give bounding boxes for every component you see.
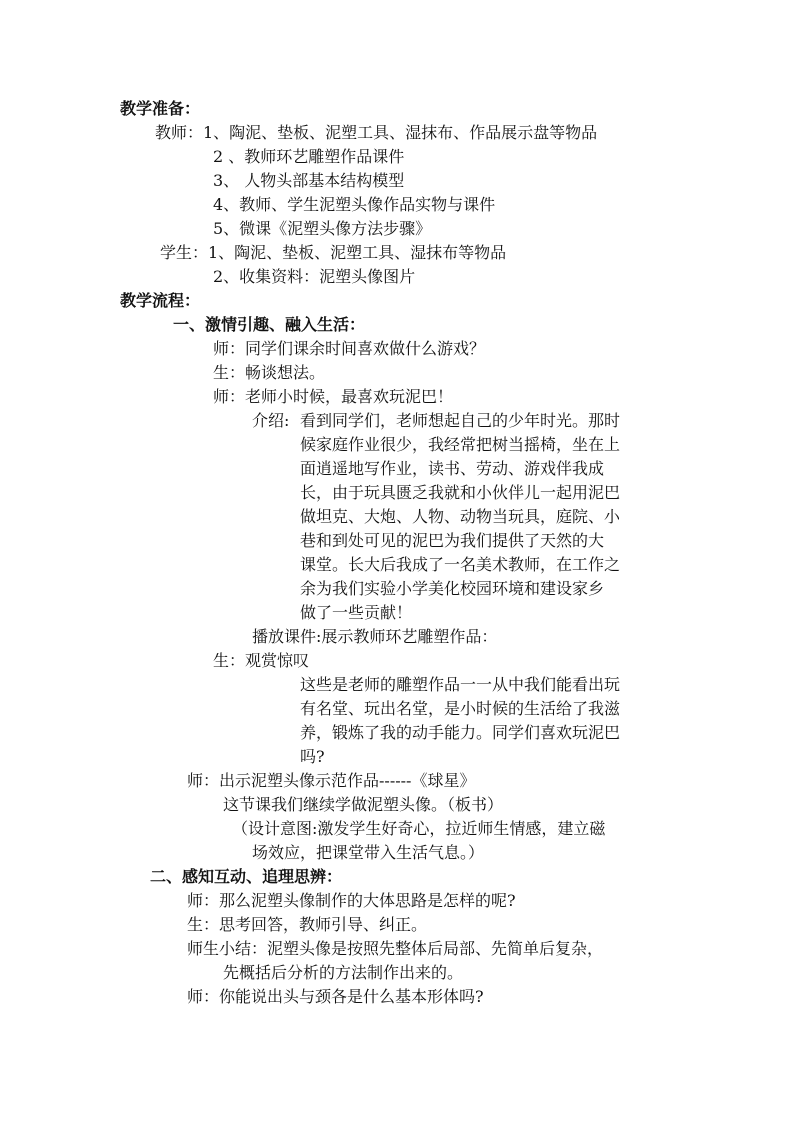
design-intent-line: （设计意图:激发学生好奇心，拉近师生情感，建立磁 <box>232 819 606 838</box>
teacher-item: 2 、教师环艺雕塑作品课件 <box>213 147 405 166</box>
dialogue-line: 生：思考回答，教师引导、纠正。 <box>187 915 428 934</box>
student-reaction: 生：观赏惊叹 <box>213 651 310 670</box>
dialogue-line: 师：老师小时候，最喜欢玩泥巴！ <box>213 387 454 406</box>
demo-line: 师：出示泥塑头像示范作品------《球星》 <box>187 771 476 790</box>
summary-line: 师生小结：泥塑头像是按照先整体后局部、先简单后复杂， <box>187 939 604 958</box>
section2-title: 二、感知互动、追理思辨： <box>150 867 343 886</box>
teacher-talk-line: 吗? <box>300 747 325 766</box>
teacher-item: 5、微课《泥塑头像方法步骤》 <box>213 219 432 238</box>
intro-line: 看到同学们，老师想起自己的少年时光。那时 <box>300 411 621 430</box>
student-item: 1、陶泥、垫板、泥塑工具、湿抹布等物品 <box>208 243 507 262</box>
teacher-item: 1、陶泥、垫板、泥塑工具、湿抹布、作品展示盘等物品 <box>203 123 598 142</box>
play-courseware-line: 播放课件:展示教师环艺雕塑作品： <box>252 627 498 646</box>
prep-heading: 教学准备： <box>120 99 201 118</box>
teacher-talk-line: 养，锻炼了我的动手能力。同学们喜欢玩泥巴 <box>300 723 621 742</box>
intro-line: 做了一些贡献！ <box>300 603 413 622</box>
dialogue-line: 师：同学们课余时间喜欢做什么游戏？ <box>213 339 486 358</box>
intro-line: 余为我们实验小学美化校园环境和建设家乡 <box>300 579 605 598</box>
teacher-item: 4、教师、学生泥塑头像作品实物与课件 <box>213 195 496 214</box>
student-item: 2、收集资料：泥塑头像图片 <box>213 267 416 286</box>
teacher-label: 教师： <box>155 123 204 142</box>
section1-title: 一、激情引趣、融入生活： <box>173 315 366 334</box>
intro-line: 候家庭作业很少，我经常把树当摇椅，坐在上 <box>300 435 621 454</box>
teacher-talk-line: 这些是老师的雕塑作品一一从中我们能看出玩 <box>300 675 621 694</box>
intro-line: 做坦克、大炮、人物、动物当玩具，庭院、小 <box>300 507 621 526</box>
intro-line: 巷和到处可见的泥巴为我们提供了天然的大 <box>300 531 605 550</box>
student-label: 学生： <box>160 243 209 262</box>
design-intent-line: 场效应，把课堂带入生活气息。） <box>252 843 485 862</box>
teacher-talk-line: 有名堂、玩出名堂，是小时候的生活给了我滋 <box>300 699 621 718</box>
intro-line: 面逍遥地写作业，读书、劳动、游戏伴我成 <box>300 459 605 478</box>
teacher-item: 3、 人物头部基本结构模型 <box>213 171 405 190</box>
dialogue-line: 师：那么泥塑头像制作的大体思路是怎样的呢? <box>187 891 516 910</box>
summary-line: 先概括后分析的方法制作出来的。 <box>223 963 464 982</box>
intro-label: 介绍: <box>252 411 290 430</box>
board-line: 这节课我们继续学做泥塑头像。（板书） <box>223 795 504 814</box>
intro-line: 课堂。长大后我成了一名美术教师，在工作之 <box>300 555 621 574</box>
intro-line: 长，由于玩具匮乏我就和小伙伴儿一起用泥巴 <box>300 483 621 502</box>
flow-heading: 教学流程： <box>120 291 201 310</box>
question-line: 师：你能说出头与颈各是什么基本形体吗? <box>187 987 484 1006</box>
dialogue-line: 生：畅谈想法。 <box>213 363 326 382</box>
